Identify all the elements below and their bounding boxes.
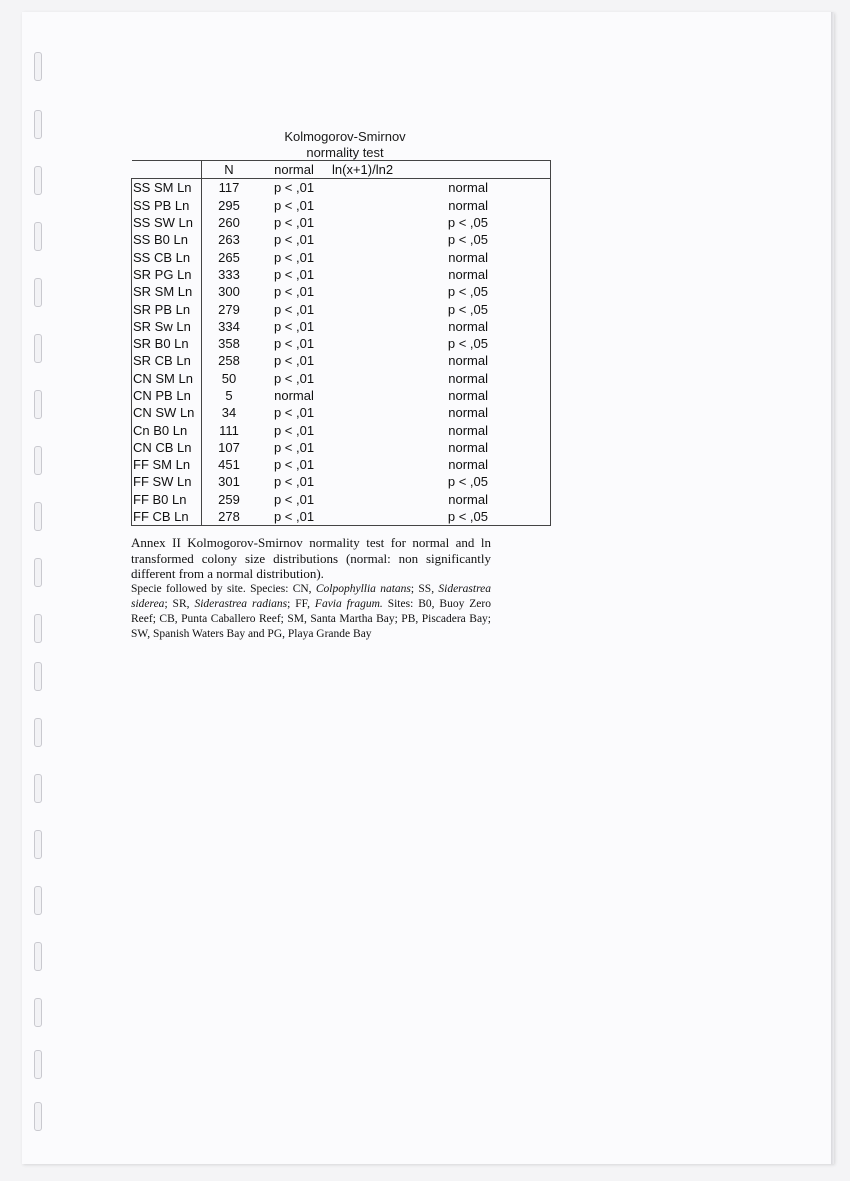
row-label: CN SM Ln — [132, 370, 202, 387]
table-title-line1: Kolmogorov-Smirnov — [284, 129, 406, 144]
row-label: SS CB Ln — [132, 248, 202, 265]
row-ln-test: normal — [332, 248, 551, 265]
binding-hole — [34, 998, 42, 1027]
table-row — [132, 352, 551, 369]
table-row — [132, 456, 551, 473]
note-species-ss: Siderastrea siderea — [131, 583, 491, 610]
row-ln-test: normal — [332, 266, 551, 283]
row-n: 451 — [218, 457, 240, 473]
table-row — [132, 300, 551, 317]
binding-hole — [34, 446, 42, 475]
row-ln-test: normal — [332, 370, 551, 387]
row-normal-test: p < ,01 — [273, 232, 315, 248]
note-species-sr: Siderastrea radians — [194, 598, 288, 610]
binding-hole — [34, 110, 42, 139]
row-normal-test: p < ,01 — [273, 266, 315, 282]
row-n: 279 — [218, 301, 240, 317]
row-label: SR SM Ln — [132, 283, 202, 300]
table-body — [132, 179, 551, 526]
note-species-cn: Colpophyllia natans — [315, 583, 411, 595]
row-n: 295 — [218, 197, 240, 213]
page-edge — [831, 12, 834, 1164]
table-row — [132, 318, 551, 335]
binding-hole — [34, 830, 42, 859]
row-label: SR B0 Ln — [132, 335, 202, 352]
binding-hole — [34, 718, 42, 747]
row-label: FF SM Ln — [132, 456, 202, 473]
row-label: FF CB Ln — [132, 508, 202, 526]
row-label: SS PB Ln — [132, 197, 202, 214]
table-row — [132, 387, 551, 404]
binding-hole — [34, 558, 42, 587]
table-row — [132, 283, 551, 300]
row-normal-test: p < ,01 — [273, 457, 315, 473]
binding-holes — [34, 52, 44, 1132]
row-normal-test: p < ,01 — [273, 318, 315, 334]
binding-hole — [34, 502, 42, 531]
row-label: SR PB Ln — [132, 300, 202, 317]
table-row — [132, 439, 551, 456]
table-row — [132, 370, 551, 387]
row-normal-test: p < ,01 — [273, 439, 315, 455]
row-n: 265 — [218, 249, 240, 265]
table-caption: Annex II Kolmogorov-Smirnov normality test for normal and ln transformed colony size distributions (normal: non significantly different from a normal distribution). — [131, 535, 491, 582]
row-n: 333 — [218, 266, 240, 282]
row-n: 117 — [202, 179, 257, 197]
row-n: 259 — [218, 491, 240, 507]
binding-hole — [34, 886, 42, 915]
note-text: ; SR, — [164, 598, 195, 610]
row-ln-test: p < ,05 — [332, 231, 551, 248]
binding-hole — [34, 222, 42, 251]
header-normal: normal — [256, 161, 332, 179]
row-n: 358 — [218, 336, 240, 352]
row-label: Cn B0 Ln — [132, 421, 202, 438]
note-text: Sites: B0, Buoy Zero Reef; CB, Punta Caballero Reef; SM, Santa Martha Bay; PB, Piscadera Bay; SW, Spanish Waters Bay and PG, Playa Grande Bay — [131, 598, 491, 640]
row-normal-test: p < ,01 — [273, 284, 315, 300]
binding-hole — [34, 1050, 42, 1079]
note-text: ; SS, — [410, 583, 439, 595]
row-label: SS SW Ln — [132, 214, 202, 231]
row-normal-test: p < ,01 — [273, 301, 315, 317]
ks-table-container — [131, 160, 551, 526]
row-normal-test: p < ,01 — [273, 197, 315, 213]
table-row — [132, 214, 551, 231]
row-normal-test: p < ,01 — [273, 405, 315, 421]
binding-hole — [34, 390, 42, 419]
table-header-row — [132, 161, 551, 179]
row-ln-test: normal — [332, 197, 551, 214]
row-normal-test: p < ,01 — [256, 179, 332, 197]
row-label: SR CB Ln — [132, 352, 202, 369]
header-ln: ln(x+1)/ln2 — [332, 161, 551, 179]
row-ln-test: p < ,05 — [332, 508, 551, 526]
note-text: Specie followed by site. Species: CN, — [131, 583, 316, 595]
row-n: 258 — [218, 353, 240, 369]
row-ln-test: normal — [332, 387, 551, 404]
binding-hole — [34, 774, 42, 803]
table-row — [132, 266, 551, 283]
row-normal-test: p < ,01 — [273, 422, 315, 438]
binding-hole — [34, 942, 42, 971]
table-row — [132, 231, 551, 248]
binding-hole — [34, 1102, 42, 1131]
table-title-line2: normality test — [306, 145, 384, 160]
abbreviation-note — [131, 582, 491, 642]
row-ln-test: normal — [332, 179, 551, 197]
table-row — [132, 473, 551, 490]
row-ln-test: normal — [332, 318, 551, 335]
note-species-ff: Favia fragum. — [314, 598, 383, 610]
binding-hole — [34, 52, 42, 81]
row-label: SS B0 Ln — [132, 231, 202, 248]
table-row — [132, 179, 551, 197]
row-label: CN SW Ln — [132, 404, 202, 421]
table-row — [132, 421, 551, 438]
row-n: 301 — [218, 474, 240, 490]
row-normal-test: p < ,01 — [273, 370, 315, 386]
row-normal-test: p < ,01 — [273, 249, 315, 265]
header-n: N — [202, 161, 257, 179]
row-n: 5 — [225, 388, 233, 403]
table-row — [132, 248, 551, 265]
binding-hole — [34, 278, 42, 307]
row-n: 107 — [218, 439, 240, 455]
row-ln-test: normal — [332, 421, 551, 438]
note-text: ; FF, — [287, 598, 315, 610]
row-label: FF B0 Ln — [132, 491, 202, 508]
row-ln-test: p < ,05 — [332, 335, 551, 352]
row-n: 334 — [218, 318, 240, 334]
row-n: 50 — [221, 370, 237, 386]
row-ln-test: p < ,05 — [332, 214, 551, 231]
table-row — [132, 197, 551, 214]
ks-normality-table — [131, 160, 551, 526]
table-row — [132, 491, 551, 508]
row-label: FF SW Ln — [132, 473, 202, 490]
row-label: SR Sw Ln — [132, 318, 202, 335]
row-ln-test: p < ,05 — [332, 283, 551, 300]
binding-hole — [34, 662, 42, 691]
binding-hole — [34, 614, 42, 643]
row-n: 34 — [221, 405, 237, 421]
table-row — [132, 335, 551, 352]
row-ln-test: normal — [332, 404, 551, 421]
row-ln-test: normal — [332, 491, 551, 508]
row-ln-test: p < ,05 — [332, 300, 551, 317]
row-normal-test: p < ,01 — [273, 474, 315, 490]
row-normal-test: p < ,01 — [273, 215, 315, 231]
row-label: CN PB Ln — [132, 387, 202, 404]
header-empty-cell — [132, 161, 202, 179]
row-normal-test: p < ,01 — [256, 508, 332, 526]
row-label: SS SM Ln — [132, 179, 202, 197]
row-ln-test: normal — [332, 439, 551, 456]
row-n: 300 — [218, 284, 240, 300]
row-ln-test: normal — [332, 456, 551, 473]
row-normal-test: p < ,01 — [273, 353, 315, 369]
table-row — [132, 508, 551, 526]
table-row — [132, 404, 551, 421]
row-ln-test: p < ,05 — [332, 473, 551, 490]
row-label: SR PG Ln — [132, 266, 202, 283]
row-n: 111 — [219, 422, 239, 438]
binding-hole — [34, 166, 42, 195]
row-n: 263 — [218, 232, 240, 248]
binding-hole — [34, 334, 42, 363]
row-label: CN CB Ln — [132, 439, 202, 456]
row-normal-test: normal — [274, 388, 314, 403]
row-ln-test: normal — [332, 352, 551, 369]
row-normal-test: p < ,01 — [273, 336, 315, 352]
row-n: 278 — [202, 508, 257, 526]
row-n: 260 — [218, 215, 240, 231]
row-normal-test: p < ,01 — [273, 491, 315, 507]
